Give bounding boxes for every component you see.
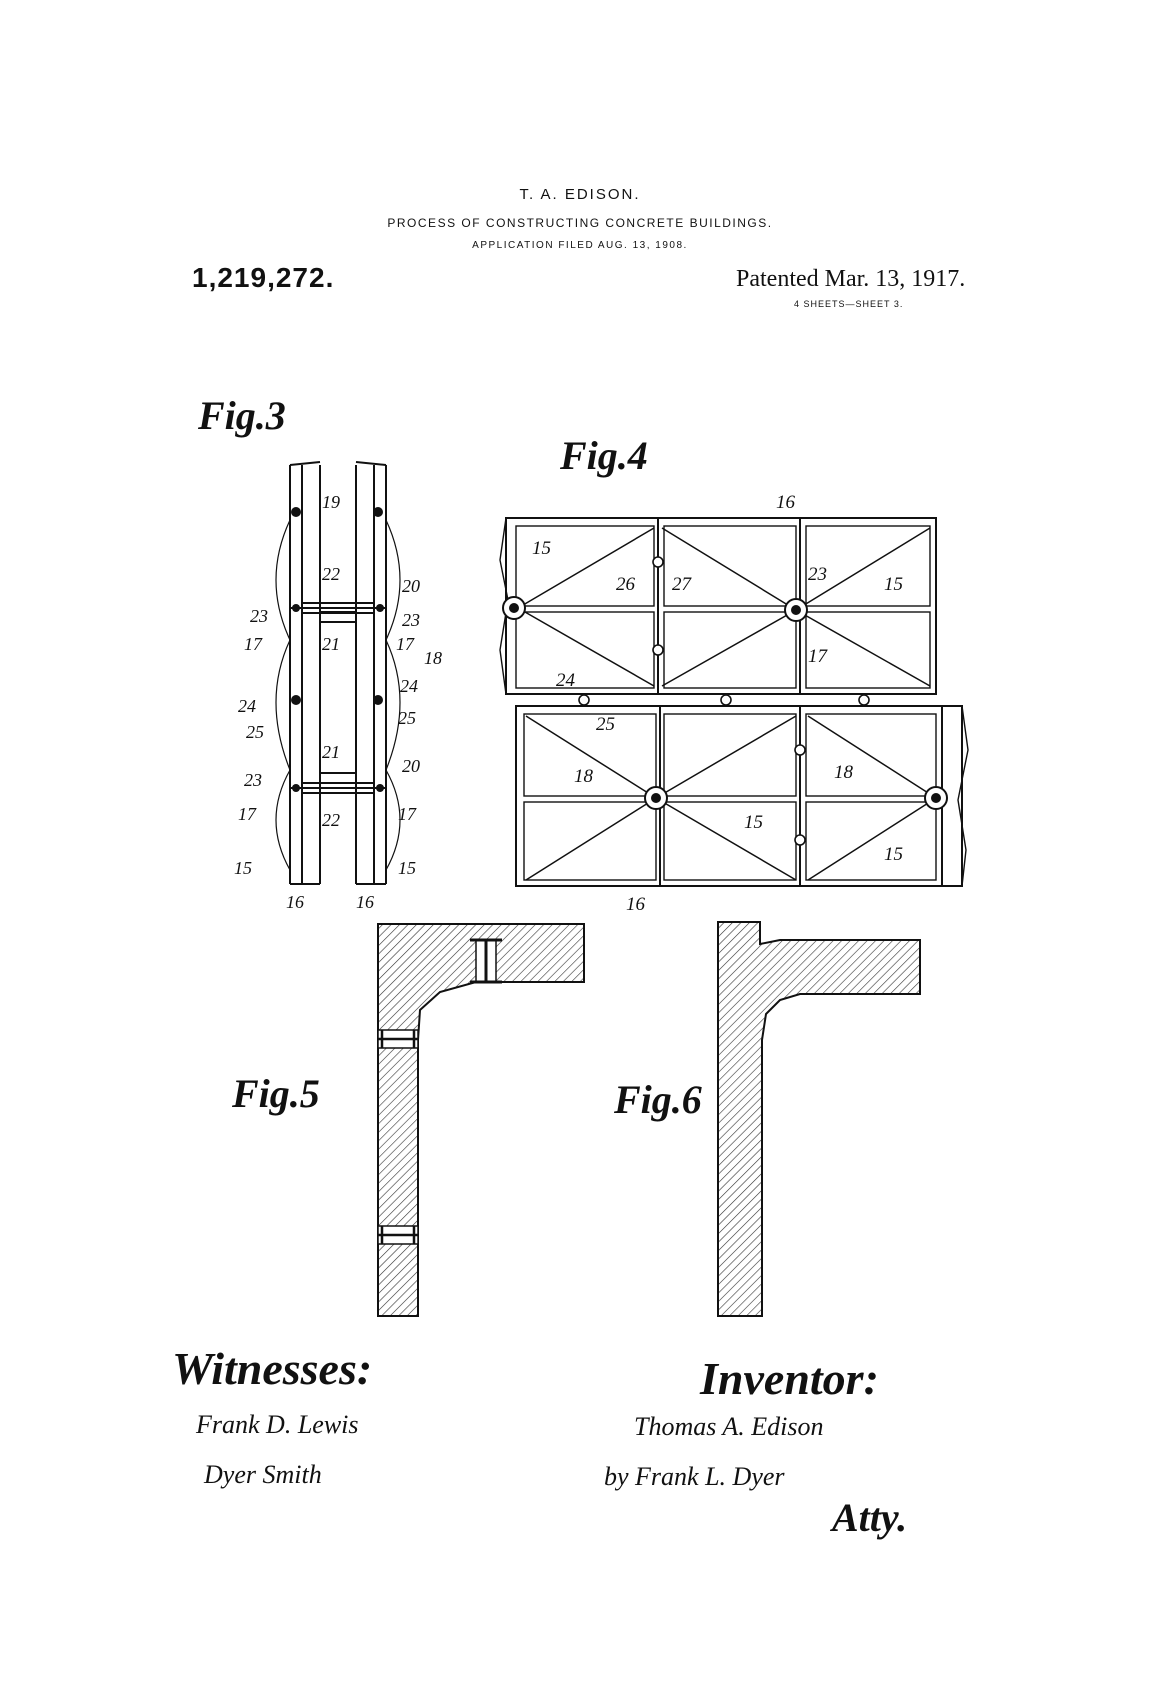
witnesses-heading: Witnesses: <box>172 1343 373 1394</box>
fig3-ref: 24 <box>400 676 418 696</box>
fig4-label: Fig.4 <box>560 433 648 478</box>
inventor-heading: Inventor: <box>700 1353 879 1404</box>
fig4-ref: 16 <box>626 894 645 915</box>
fig3-ref: 21 <box>322 634 340 654</box>
fig3-ref: 15 <box>398 858 416 878</box>
fig4-ref: 25 <box>596 714 615 735</box>
fig3-ref: 21 <box>322 742 340 762</box>
fig3-ref: 18 <box>424 648 442 668</box>
fig4-ref: 17 <box>808 646 827 667</box>
inventor-name-header: T. A. EDISON. <box>519 186 641 203</box>
fig3-ref: 17 <box>238 804 256 824</box>
fig4-ref: 26 <box>616 574 635 595</box>
fig4-ref: 18 <box>834 762 853 783</box>
fig3-ref: 15 <box>234 858 252 878</box>
patented-date: Patented Mar. 13, 1917. <box>736 266 966 292</box>
fig4-ref: 15 <box>884 574 903 595</box>
fig4-ref: 18 <box>574 766 593 787</box>
fig4-ref: 23 <box>808 564 827 585</box>
patent-title: PROCESS OF CONSTRUCTING CONCRETE BUILDINGS. <box>387 216 773 230</box>
fig5-label: Fig.5 <box>232 1071 320 1116</box>
fig3-reference-numerals <box>234 492 442 912</box>
fig4-ref: 16 <box>776 492 795 513</box>
fig3-ref: 25 <box>246 722 264 742</box>
fig6-drawing <box>718 922 920 1316</box>
fig4-ref: 24 <box>556 670 575 691</box>
fig3-ref: 22 <box>322 810 340 830</box>
fig4-ref: 15 <box>532 538 551 559</box>
fig3-ref: 24 <box>238 696 256 716</box>
witness-signature: Dyer Smith <box>204 1460 322 1489</box>
fig4-ref: 27 <box>672 574 691 595</box>
inventor-signature: Thomas A. Edison <box>634 1412 824 1441</box>
fig3-ref: 19 <box>322 492 340 512</box>
fig3-ref: 17 <box>396 634 414 654</box>
fig3-ref: 23 <box>402 610 420 630</box>
application-filed: APPLICATION FILED AUG. 13, 1908. <box>472 240 688 251</box>
fig6-label: Fig.6 <box>614 1077 702 1122</box>
witness-signature: Frank D. Lewis <box>196 1410 359 1439</box>
fig3-ref: 25 <box>398 708 416 728</box>
fig4-ref: 15 <box>884 844 903 865</box>
fig3-ref: 20 <box>402 756 420 776</box>
fig3-ref: 16 <box>286 892 304 912</box>
patent-number: 1,219,272. <box>192 262 335 293</box>
fig4-ref: 15 <box>744 812 763 833</box>
fig3-ref: 23 <box>250 606 268 626</box>
fig3-ref: 17 <box>244 634 262 654</box>
fig3-ref: 16 <box>356 892 374 912</box>
attorney-by-line: by Frank L. Dyer <box>604 1462 785 1491</box>
fig3-ref: 22 <box>322 564 340 584</box>
fig5-drawing <box>378 924 584 1316</box>
fig3-ref: 20 <box>402 576 420 596</box>
sheet-count: 4 SHEETS—SHEET 3. <box>794 299 904 309</box>
fig3-label: Fig.3 <box>198 393 286 438</box>
fig3-ref: 17 <box>398 804 416 824</box>
attorney-label: Atty. <box>832 1495 908 1540</box>
fig3-ref: 23 <box>244 770 262 790</box>
